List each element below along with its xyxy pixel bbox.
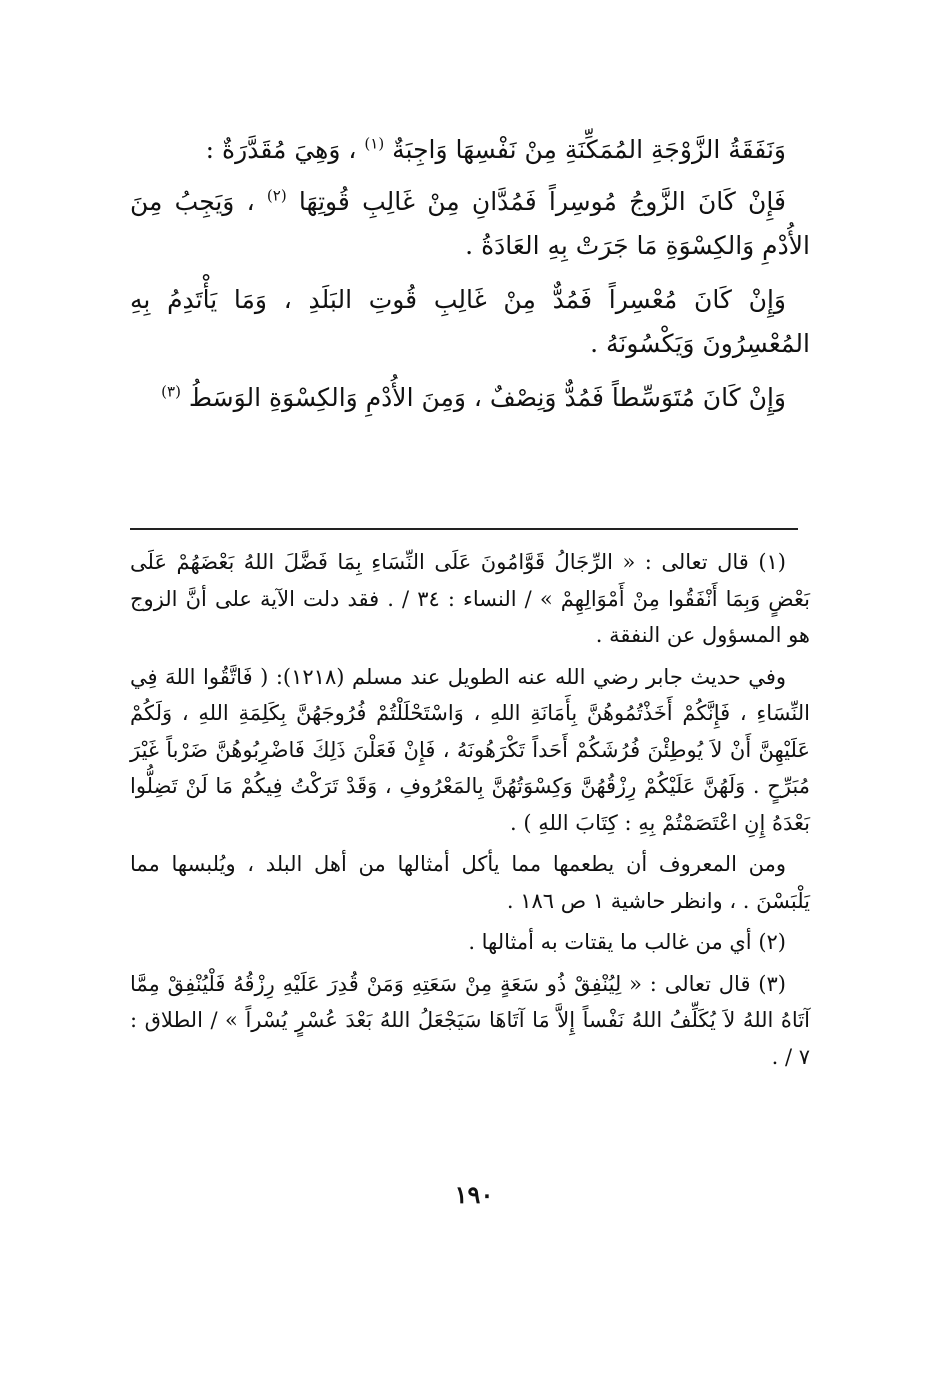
footnote-1-hadith: وفي حديث جابر رضي الله عنه الطويل عند مسلم (١٢١٨): ( فَاتَّقُوا اللهَ فِي النِّسَاءِ ، فَإِنَّكُمْ أَخَذْتُمُوهُنَّ بِأَمَانَةِ اللهِ ، وَاسْتَحْلَلْتُمْ فُرُوجَهُنَّ بِكَلِمَةِ اللهِ ، وَلَكُمْ عَلَيْهِنَّ أَنْ لاَ يُوطِئْنَ فُرُشَكُمْ أَحَداً تَكْرَهُونَهُ ، فَإِنْ فَعَلْنَ ذَلِكَ فَاضْرِبُوهُنَّ ضَرْباً غَيْرَ مُبَرِّحٍ . وَلَهُنَّ عَلَيْكُمْ رِزْقُهُنَّ وَكِسْوَتُهُنَّ بِالمَعْرُوفِ ، وَقَدْ تَرَكْتُ فِيكُمْ مَا لَنْ تَضِلُّوا بَعْدَهُ إِنِ اعْتَصَمْتُمْ بِهِ : كِتَابَ اللهِ ) . — [130, 664, 810, 835]
footnotes — [130, 544, 810, 1080]
paragraph-middle-husband — [130, 376, 810, 420]
footnote-1-note: ومن المعروف أن يطعمها مما يأكل أمثالها من أهل البلد ، ويُلبسها مما يَلْبَسْنَ . ، وانظر حاشية ١ ص ١٨٦ . — [130, 852, 810, 913]
footnote-reference-1: (١) — [364, 134, 385, 153]
paragraph-text-continued: ، وَهِيَ مُقَدَّرَةٌ : — [205, 135, 357, 164]
footnote-2: (٢) أي من غالب ما يقتات به أمثالها . — [468, 930, 786, 954]
paragraph-text: وَنَفَقَةُ الزَّوْجَةِ المُمَكِّنَةِ مِنْ نَفْسِهَا وَاجِبَةٌ — [392, 135, 786, 164]
page-number: ١٩٠ — [454, 1180, 494, 1209]
paragraph-wealthy-husband — [130, 180, 810, 268]
footnote-reference-2: (٢) — [266, 186, 287, 205]
footnote-1: (١) قال تعالى : « الرِّجَالُ قَوَّامُونَ عَلَى النِّسَاءِ بِمَا فَضَّلَ اللهُ بَعْضَهُمْ عَلَى بَعْضٍ وَبِمَا أَنْفَقُوا مِنْ أَمْوَالِهِمْ » / النساء : ٣٤ / . فقد دلت الآية على أنَّ الزوج هو المسؤول عن النفقة . — [130, 550, 810, 647]
paragraph-text: وَإِنْ كَانَ مُتَوَسِّطاً فَمُدٌّ وَنِصْفٌ ، وَمِنَ الأُدْمِ وَالكِسْوَةِ الوَسَطُ — [188, 383, 786, 412]
paragraph-maintenance-obligation — [130, 128, 810, 172]
footnote-reference-3: (٣) — [161, 382, 181, 401]
footnote-3: (٣) قال تعالى : « لِيُنْفِقْ ذُو سَعَةٍ مِنْ سَعَتِهِ وَمَنْ قُدِرَ عَلَيْهِ رِزْقُهُ فَلْيُنْفِقْ مِمَّا آتَاهُ اللهُ لاَ يُكَلِّفُ اللهُ نَفْساً إِلاَّ مَا آتَاهَا سَيَجْعَلُ اللهُ بَعْدَ عُسْرٍ يُسْراً » / الطلاق : ٧ / . — [130, 971, 810, 1069]
footnote-divider — [130, 528, 798, 530]
main-text — [130, 128, 810, 430]
paragraph-text-continued: ، وَيَجِبُ مِنَ الأُدْمِ وَالكِسْوَةِ مَا جَرَتْ بِهِ العَادَةُ . — [130, 187, 810, 260]
paragraph-text: فَإِنْ كَانَ الزَّوجُ مُوسِراً فَمُدَّانِ مِنْ غَالِبِ قُوتِهَا — [298, 187, 786, 216]
paragraph-poor-husband: وَإِنْ كَانَ مُعْسِراً فَمُدٌّ مِنْ غَالِبِ قُوتِ البَلَدِ ، وَمَا يَأْتَدِمُ بِهِ المُعْسِرُونَ وَيَكْسُونَهُ . — [130, 285, 810, 358]
